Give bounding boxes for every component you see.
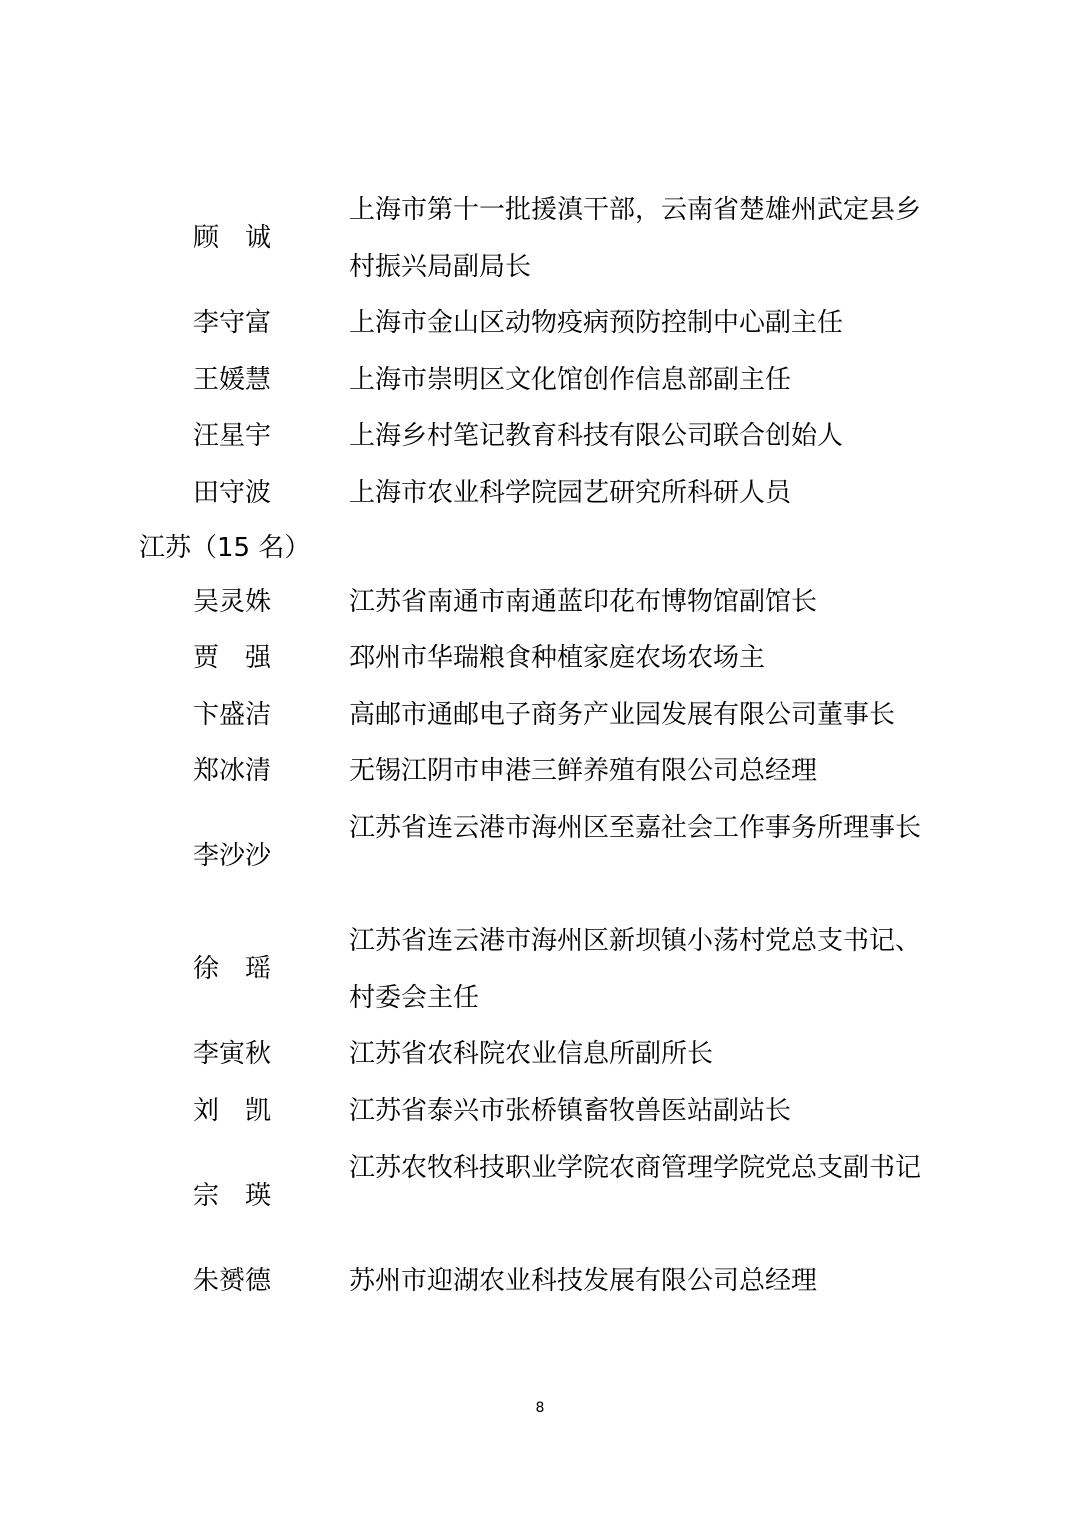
person-name: 卞盛洁 [193,699,272,730]
person-name: 宗 瑛 [193,1180,272,1211]
person-name: 郑冰清 [193,756,272,787]
list-item [0,182,1080,295]
person-name: 李寅秋 [193,1039,272,1070]
person-title: 上海市农业科学院园艺研究所科研人员 [349,477,792,508]
person-title: 江苏省南通市南通蓝印花布博物馆副馆长 [349,586,818,617]
list-item [0,1140,1080,1253]
list-item [0,743,1080,800]
person-title: 江苏农牧科技职业学院农商管理学院党总支副书记 [349,1152,922,1183]
person-name: 田守波 [193,477,272,508]
person-title: 江苏省连云港市海州区至嘉社会工作事务所理事长 [349,812,922,843]
honoree-list [0,182,1080,1309]
page-number: 8 [535,1400,545,1416]
list-item [0,574,1080,631]
person-name: 刘 凯 [193,1095,272,1126]
person-name: 王媛慧 [193,364,272,395]
person-title: 江苏省连云港市海州区新坝镇小荡村党总支书记、村委会主任 [349,926,922,1013]
person-title: 无锡江阴市申港三鲜养殖有限公司总经理 [349,756,818,787]
person-title: 江苏省泰兴市张桥镇畜牧兽医站副站长 [349,1095,792,1126]
person-name: 徐 瑶 [193,954,272,985]
person-title: 苏州市迎湖农业科技发展有限公司总经理 [349,1265,818,1296]
person-title: 上海市金山区动物疫病预防控制中心副主任 [349,308,844,339]
person-name: 李沙沙 [193,840,272,871]
person-title: 高邮市通邮电子商务产业园发展有限公司董事长 [349,699,896,730]
list-item [0,408,1080,465]
list-item [0,1253,1080,1310]
section-heading-jiangsu [0,522,1080,574]
person-name: 贾 强 [193,643,272,674]
person-name: 汪星宇 [193,421,272,452]
list-item [0,465,1080,522]
list-item [0,630,1080,687]
person-title: 上海市崇明区文化馆创作信息部副主任 [349,364,792,395]
list-item [0,295,1080,352]
person-name: 顾 诚 [193,223,272,253]
person-title: 上海乡村笔记教育科技有限公司联合创始人 [349,421,844,452]
list-item [0,913,1080,1026]
person-name: 吴灵姝 [193,586,272,617]
person-title: 江苏省农科院农业信息所副所长 [349,1039,714,1070]
section-title: 江苏（15 名） [139,532,311,563]
list-item [0,800,1080,913]
list-item [0,352,1080,409]
person-name: 朱赟德 [193,1265,272,1296]
list-item [0,687,1080,744]
person-title: 邳州市华瑞粮食种植家庭农场农场主 [349,643,766,674]
list-item [0,1083,1080,1140]
person-title: 上海市第十一批援滇干部，云南省楚雄州武定县乡村振兴局副局长 [349,195,922,282]
list-item [0,1026,1080,1083]
person-name: 李守富 [193,308,272,339]
